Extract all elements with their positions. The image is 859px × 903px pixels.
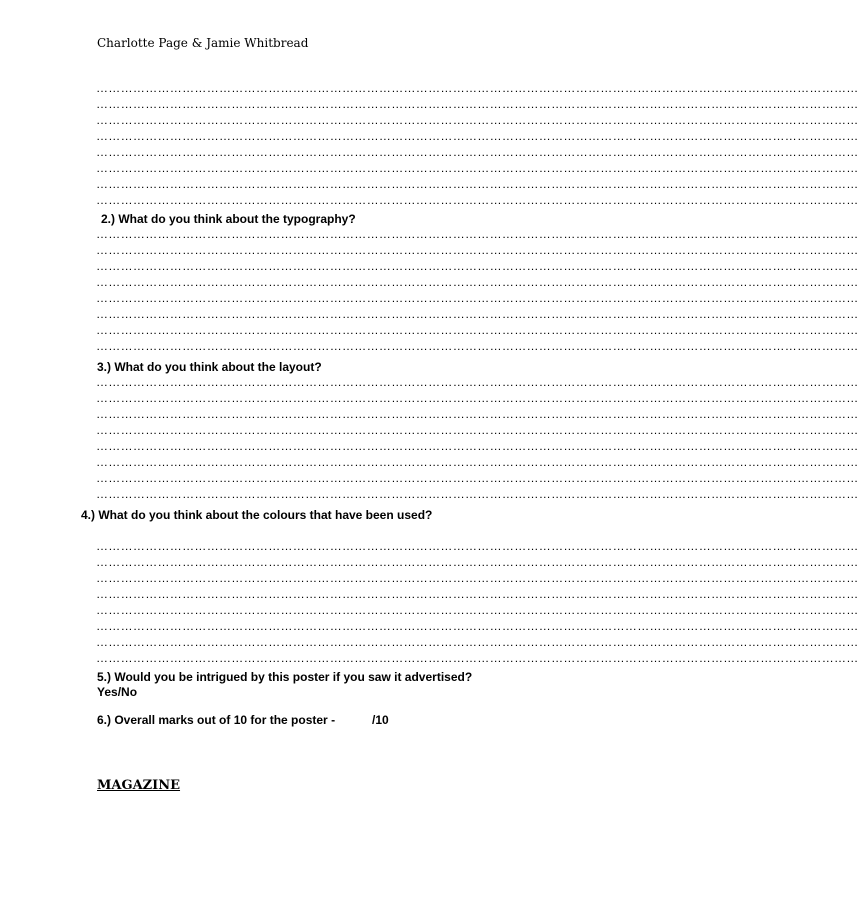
answer-line: ……………………………………………………………………………………………………………………………………………………………………	[96, 487, 859, 501]
answer-line: ……………………………………………………………………………………………………………………………………………………………………	[96, 635, 859, 649]
answer-line: ……………………………………………………………………………………………………………………………………………………………………	[96, 339, 859, 353]
question-typography: 2.) What do you think about the typography?	[101, 212, 356, 226]
answer-line: ……………………………………………………………………………………………………………………………………………………………………	[96, 81, 859, 95]
overall-marks-score: /10	[372, 713, 389, 727]
answer-line: ……………………………………………………………………………………………………………………………………………………………………	[96, 603, 859, 617]
answer-line: ……………………………………………………………………………………………………………………………………………………………………	[96, 651, 859, 665]
answer-line: ……………………………………………………………………………………………………………………………………………………………………	[96, 307, 859, 321]
answer-line: ……………………………………………………………………………………………………………………………………………………………………	[96, 391, 859, 405]
answer-line: ……………………………………………………………………………………………………………………………………………………………………	[96, 275, 859, 289]
section-heading-magazine: MAGAZINE	[97, 778, 181, 793]
answer-line: ……………………………………………………………………………………………………………………………………………………………………	[96, 243, 859, 257]
answer-line: ……………………………………………………………………………………………………………………………………………………………………	[96, 145, 859, 159]
answer-line: ……………………………………………………………………………………………………………………………………………………………………	[96, 439, 859, 453]
answer-line: ……………………………………………………………………………………………………………………………………………………………………	[96, 259, 859, 273]
answer-line: ……………………………………………………………………………………………………………………………………………………………………	[96, 619, 859, 633]
question-intrigued-options: Yes/No	[97, 685, 138, 699]
question-colours: 4.) What do you think about the colours that have been used?	[81, 508, 433, 522]
answer-line: ……………………………………………………………………………………………………………………………………………………………………	[96, 539, 859, 553]
answer-line: ……………………………………………………………………………………………………………………………………………………………………	[96, 193, 859, 207]
author-header: Charlotte Page & Jamie Whitbread	[97, 36, 309, 50]
answer-line: ……………………………………………………………………………………………………………………………………………………………………	[96, 407, 859, 421]
answer-line: ……………………………………………………………………………………………………………………………………………………………………	[96, 375, 859, 389]
answer-line: ……………………………………………………………………………………………………………………………………………………………………	[96, 129, 859, 143]
answer-line: ……………………………………………………………………………………………………………………………………………………………………	[96, 291, 859, 305]
answer-line: ……………………………………………………………………………………………………………………………………………………………………	[96, 177, 859, 191]
answer-line: ……………………………………………………………………………………………………………………………………………………………………	[96, 555, 859, 569]
answer-line: ……………………………………………………………………………………………………………………………………………………………………	[96, 471, 859, 485]
answer-line: ……………………………………………………………………………………………………………………………………………………………………	[96, 97, 859, 111]
answer-line: ……………………………………………………………………………………………………………………………………………………………………	[96, 423, 859, 437]
question-layout: 3.) What do you think about the layout?	[97, 360, 322, 374]
answer-line: ……………………………………………………………………………………………………………………………………………………………………	[96, 587, 859, 601]
answer-line: ……………………………………………………………………………………………………………………………………………………………………	[96, 113, 859, 127]
question-overall-marks: 6.) Overall marks out of 10 for the poster -	[97, 713, 336, 727]
question-intrigued: 5.) Would you be intrigued by this poster if you saw it advertised?	[97, 670, 473, 684]
answer-line: ……………………………………………………………………………………………………………………………………………………………………	[96, 161, 859, 175]
answer-line: ……………………………………………………………………………………………………………………………………………………………………	[96, 323, 859, 337]
answer-line: ……………………………………………………………………………………………………………………………………………………………………	[96, 455, 859, 469]
answer-line: ……………………………………………………………………………………………………………………………………………………………………	[96, 227, 859, 241]
answer-line: ……………………………………………………………………………………………………………………………………………………………………	[96, 571, 859, 585]
